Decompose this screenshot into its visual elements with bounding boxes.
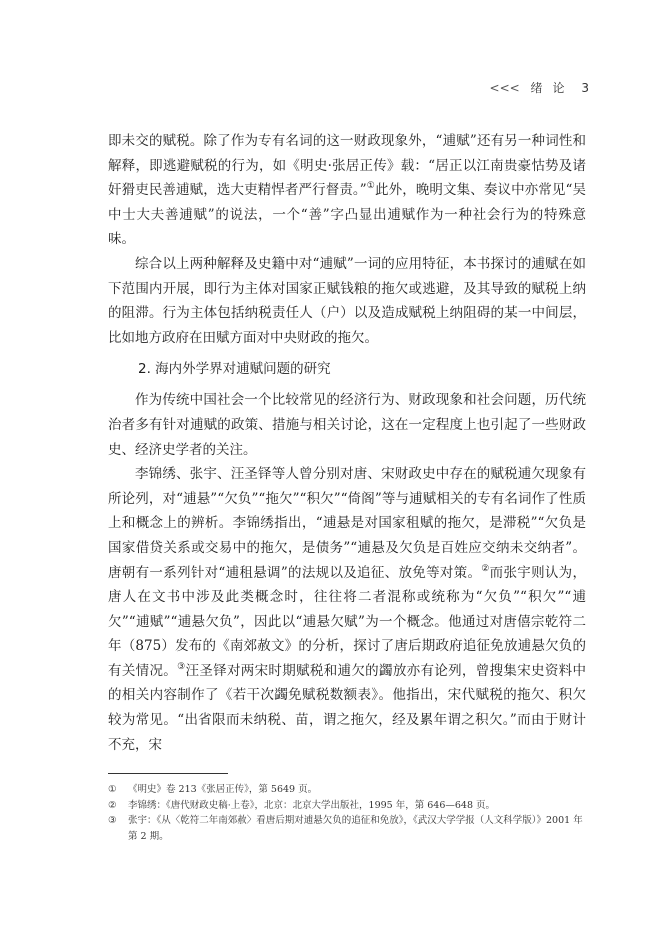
footnote-text: 《明史》卷 213《张居正传》，第 5649 页。 — [128, 784, 318, 795]
footnote-text: 张宇：《从〈乾符二年南郊赦〉看唐后期对逋悬欠负的追征和免放》，《武汉大学学报（人文科学版）》2001 年第 2 期。 — [128, 815, 583, 842]
footnote-ref: ③ — [177, 661, 186, 672]
section-heading: 2. 海内外学界对逋赋问题的研究 — [138, 361, 331, 378]
footnote-marker: ③ — [108, 815, 117, 826]
footnote-ref: ① — [366, 181, 375, 192]
body-text — [108, 129, 586, 757]
footnote-text: 李锦绣：《唐代财政史稿·上卷》，北京：北京大学出版社，1995 年，第 646—648 页。 — [128, 799, 496, 811]
page-number: 3 — [581, 81, 589, 95]
paragraph: 作为传统中国社会一个比较常见的经济行为、财政现象和社会问题，历代统治者多有针对逋赋的政策、措施与相关讨论，这在一定程度上也引起了一些财政史、经济史学者的关注。 — [108, 392, 586, 458]
footnote-divider — [108, 773, 228, 774]
footnote-marker: ① — [108, 784, 117, 795]
running-header — [490, 79, 589, 96]
footnotes — [108, 782, 586, 844]
footnote — [108, 798, 586, 814]
header-marker: <<< — [489, 81, 520, 95]
footnote — [108, 782, 586, 798]
footnote — [108, 813, 586, 844]
paragraph: 综合以上两种解释及史籍中对“逋赋”一词的应用特征，本书探讨的逋赋在如下范围内开展，即行为主体对国家正赋钱粮的拖欠或逃避，及其导致的赋税上纳的阻滞。行为主体包括纳税责任人（户）以及造成赋税上纳阻碍的某一中间层，比如地方政府在田赋方面对中央财政的拖欠。 — [108, 255, 586, 346]
footnote-marker: ② — [108, 799, 117, 811]
paragraph: 李锦绣、张宇、汪圣铎等人曾分别对唐、宋财政史中存在的赋税逋欠现象有所论列，对“逋悬”“欠负”“拖欠”“积欠”“倚阁”等与逋赋相关的专有名词作了性质上和概念上的辨析。李锦绣指出，“逋悬是对国家租赋的拖欠，是滞税”“欠负是国家借贷关系或交易中的拖欠，是债务”“逋悬及欠负是百姓应交纳未交纳者”。唐朝有一系列针对“逋租悬调”的法规以及追征、放免等对策。②而张宇则认为，唐人在文书中涉及此类概念时，往往将二者混称或统称为“欠负”“积欠”“逋欠”“逋赋”“逋悬欠负”，因此以“逋悬欠赋”为一个概念。他通过对唐僖宗乾符二年（875）发布的《南郊赦文》的分析，探讨了唐后期政府追征免放逋悬欠负的有关情况。③汪圣铎对两宋时期赋税和逋欠的蠲放亦有论列，曾搜集宋史资料中的相关内容制作了《若干次蠲免赋税数额表》。他指出，宋代赋税的拖欠、积欠较为常见。“出省限而未纳税、苗，谓之拖欠，经及累年谓之积欠。”而由于财计不充，宋 — [108, 466, 586, 753]
chapter-title: 绪论 — [530, 81, 575, 95]
paragraph: 即未交的赋税。除了作为专有名词的这一财政现象外，“逋赋”还有另一种词性和解释，即逃避赋税的行为，如《明史·张居正传》载：“居正以江南贵豪怙势及诸奸猾吏民善逋赋，选大吏精悍者严行督责。”①此外，晚明文集、奏议中亦常见“吴中士大夫善逋赋”的说法，一个“善”字凸显出逋赋作为一种社会行为的特殊意味。 — [108, 133, 587, 248]
footnote-ref: ② — [481, 563, 490, 574]
